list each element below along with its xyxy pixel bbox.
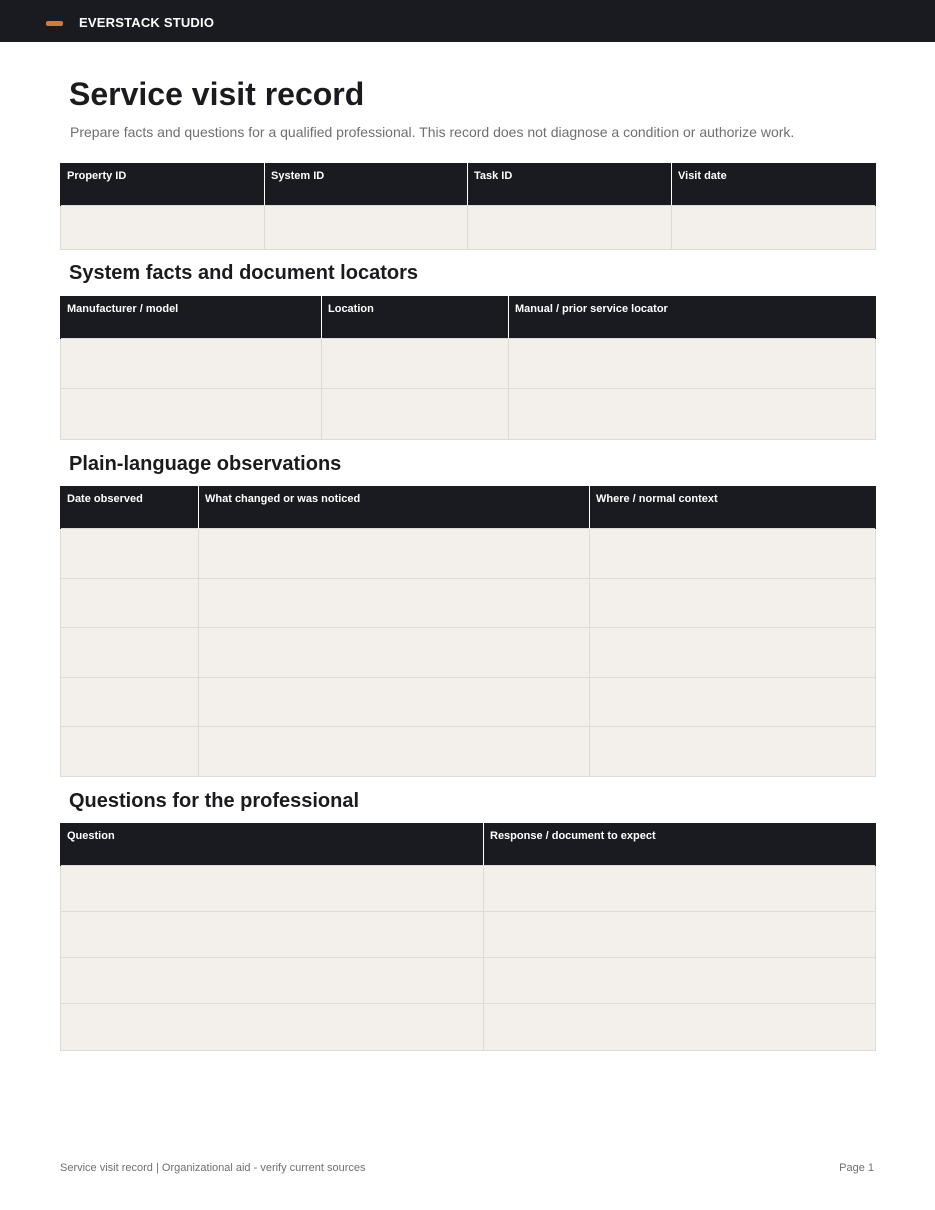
table-cell[interactable] (590, 528, 876, 578)
table-header-row (61, 486, 876, 528)
table-cell[interactable] (590, 677, 876, 726)
col-location: Location (322, 296, 509, 338)
table-header-row (61, 163, 876, 205)
table-cell[interactable] (199, 578, 590, 627)
table-cell[interactable] (61, 578, 199, 627)
table-cell[interactable] (484, 865, 876, 911)
table-row (61, 911, 876, 957)
col-question: Question (61, 823, 484, 865)
table-cell[interactable] (322, 388, 509, 439)
table-cell[interactable] (61, 528, 199, 578)
table-cell[interactable] (509, 338, 876, 388)
observations-table (60, 486, 876, 777)
table-cell[interactable] (61, 388, 322, 439)
table-cell[interactable] (509, 388, 876, 439)
table-row (61, 388, 876, 439)
table-cell[interactable] (484, 1003, 876, 1050)
table-cell[interactable] (199, 627, 590, 677)
table-row (61, 957, 876, 1003)
table-cell[interactable] (484, 911, 876, 957)
table-cell[interactable] (61, 1003, 484, 1050)
table-cell[interactable] (61, 865, 484, 911)
property-id-cell[interactable] (61, 205, 265, 249)
task-id-cell[interactable] (468, 205, 672, 249)
table-cell[interactable] (61, 677, 199, 726)
table-cell[interactable] (484, 957, 876, 1003)
system-facts-table (60, 296, 876, 440)
col-response: Response / document to expect (484, 823, 876, 865)
col-date-observed: Date observed (61, 486, 199, 528)
table-cell[interactable] (590, 627, 876, 677)
questions-table (60, 823, 876, 1051)
col-manufacturer-model: Manufacturer / model (61, 296, 322, 338)
footer-note: Service visit record | Organizational aid - verify current sources (60, 1162, 366, 1174)
table-cell[interactable] (61, 957, 484, 1003)
brand-name: EVERSTACK STUDIO (79, 15, 215, 30)
table-header-row (61, 823, 876, 865)
brand-logo-mark (46, 21, 63, 26)
section-title-observations: Plain-language observations (69, 453, 342, 475)
col-where-context: Where / normal context (590, 486, 876, 528)
table-row (61, 627, 876, 677)
table-row (61, 205, 876, 249)
top-bar (0, 0, 935, 42)
table-cell[interactable] (590, 578, 876, 627)
col-what-changed: What changed or was noticed (199, 486, 590, 528)
table-header-row (61, 296, 876, 338)
table-row (61, 578, 876, 627)
table-row (61, 865, 876, 911)
table-row (61, 528, 876, 578)
col-manual-locator: Manual / prior service locator (509, 296, 876, 338)
col-property-id: Property ID (61, 163, 265, 205)
page-subtitle: Prepare facts and questions for a qualified professional. This record does not diagnose a condition or authorize work. (70, 124, 795, 140)
table-cell[interactable] (199, 726, 590, 776)
col-system-id: System ID (265, 163, 468, 205)
table-cell[interactable] (61, 627, 199, 677)
section-title-system-facts: System facts and document locators (69, 262, 418, 284)
table-row (61, 677, 876, 726)
visit-date-cell[interactable] (672, 205, 876, 249)
table-cell[interactable] (199, 677, 590, 726)
system-id-cell[interactable] (265, 205, 468, 249)
col-visit-date: Visit date (672, 163, 876, 205)
table-row (61, 338, 876, 388)
table-cell[interactable] (61, 338, 322, 388)
table-row (61, 1003, 876, 1050)
table-cell[interactable] (199, 528, 590, 578)
table-cell[interactable] (590, 726, 876, 776)
table-row (61, 726, 876, 776)
page-title: Service visit record (69, 76, 365, 112)
col-task-id: Task ID (468, 163, 672, 205)
ids-table (60, 163, 876, 250)
table-cell[interactable] (322, 338, 509, 388)
section-title-questions: Questions for the professional (69, 790, 360, 812)
page-number: Page 1 (839, 1162, 874, 1174)
table-cell[interactable] (61, 911, 484, 957)
table-cell[interactable] (61, 726, 199, 776)
